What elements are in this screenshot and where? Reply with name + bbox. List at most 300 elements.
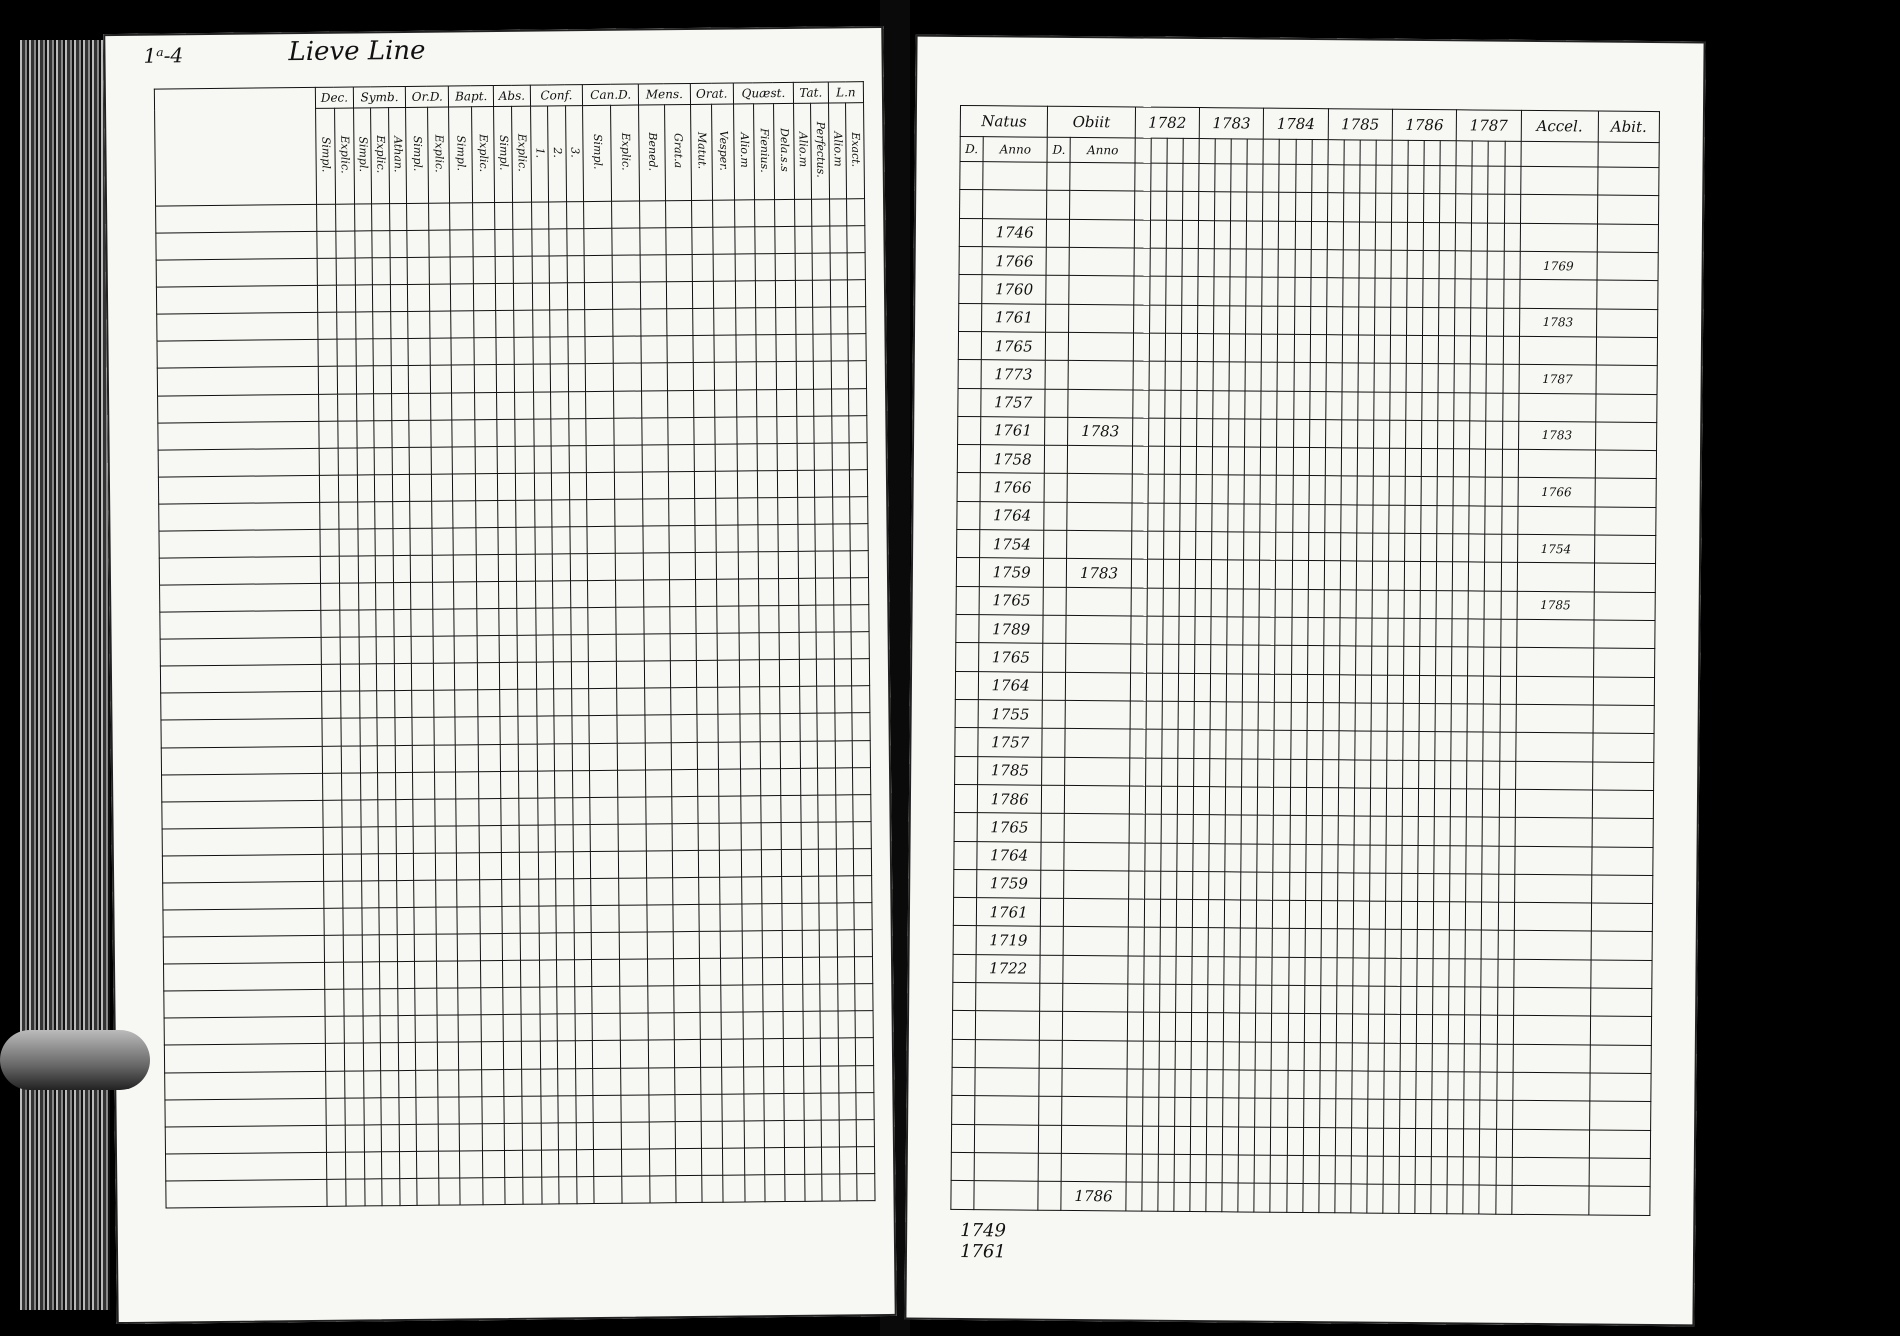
record-cell bbox=[1226, 702, 1242, 730]
record-cell bbox=[550, 283, 568, 310]
record-cell bbox=[1277, 419, 1293, 447]
record-cell bbox=[839, 1092, 857, 1119]
record-cell bbox=[1469, 534, 1485, 562]
record-cell bbox=[777, 443, 797, 470]
record-cell bbox=[1306, 787, 1322, 815]
column-sub-label: Explic. bbox=[515, 133, 529, 172]
record-cell bbox=[1193, 786, 1209, 814]
record-cell bbox=[538, 852, 556, 879]
record-cell bbox=[413, 772, 435, 799]
record-cell bbox=[477, 636, 500, 663]
record-cell bbox=[615, 472, 643, 499]
record-cell bbox=[513, 229, 532, 256]
record-cell bbox=[616, 634, 644, 661]
record-cell bbox=[1335, 1156, 1351, 1184]
record-cell bbox=[437, 988, 459, 1015]
date-sub-header bbox=[1151, 138, 1167, 163]
record-cell bbox=[673, 932, 699, 959]
record-cell bbox=[794, 199, 812, 226]
record-cell bbox=[1307, 618, 1323, 646]
record-cell bbox=[1403, 675, 1419, 703]
name-cell bbox=[157, 367, 318, 396]
record-cell bbox=[1406, 364, 1422, 392]
record-cell bbox=[1374, 363, 1390, 391]
record-cell bbox=[701, 1121, 723, 1148]
death-year-cell bbox=[1065, 729, 1130, 758]
record-cell bbox=[594, 1176, 622, 1203]
record-cell bbox=[1199, 192, 1215, 220]
record-cell bbox=[451, 311, 474, 338]
record-cell bbox=[1222, 1183, 1238, 1212]
record-cell bbox=[1450, 874, 1466, 902]
record-cell bbox=[588, 607, 616, 634]
record-cell bbox=[852, 686, 870, 713]
record-cell bbox=[1161, 843, 1177, 871]
birth-year-cell bbox=[975, 1068, 1040, 1097]
record-cell bbox=[339, 556, 358, 583]
record-cell bbox=[740, 741, 760, 768]
record-cell bbox=[779, 660, 799, 687]
record-cell bbox=[1126, 1126, 1142, 1154]
record-cell bbox=[1132, 418, 1148, 446]
record-cell bbox=[515, 365, 534, 392]
record-cell bbox=[1403, 760, 1419, 788]
record-cell bbox=[741, 795, 761, 822]
record-cell bbox=[667, 363, 693, 390]
record-cell bbox=[534, 419, 552, 446]
record-cell bbox=[319, 394, 338, 421]
record-cell bbox=[319, 448, 338, 475]
record-cell bbox=[407, 230, 429, 257]
record-cell bbox=[617, 743, 645, 770]
record-cell bbox=[326, 1098, 345, 1125]
record-cell bbox=[1464, 1129, 1480, 1157]
record-rows bbox=[951, 161, 1659, 1215]
record-cell bbox=[1481, 959, 1497, 987]
record-cell bbox=[650, 1121, 676, 1148]
record-cell bbox=[1273, 815, 1289, 843]
record-cell bbox=[1197, 418, 1213, 446]
record-cell bbox=[556, 933, 574, 960]
record-cell bbox=[1319, 1156, 1335, 1184]
record-cell bbox=[500, 744, 519, 771]
column-sub-header bbox=[773, 103, 794, 199]
record-cell bbox=[1042, 757, 1065, 786]
record-cell bbox=[1179, 616, 1195, 644]
record-cell bbox=[799, 632, 817, 659]
record-cell bbox=[813, 307, 831, 334]
record-cell bbox=[847, 253, 865, 280]
date-sub-header bbox=[1598, 142, 1659, 168]
record-cell bbox=[1420, 590, 1436, 618]
record-cell bbox=[1166, 277, 1182, 305]
record-cell bbox=[340, 637, 359, 664]
column-group-3: Bapt. bbox=[449, 86, 494, 107]
record-cell bbox=[744, 1120, 764, 1147]
record-cell bbox=[474, 392, 497, 419]
record-cell bbox=[1258, 730, 1274, 758]
record-cell bbox=[1481, 1015, 1497, 1043]
record-cell bbox=[459, 1042, 482, 1069]
record-cell bbox=[1245, 447, 1261, 475]
record-cell bbox=[1160, 899, 1176, 927]
record-cell bbox=[396, 826, 414, 853]
record-cell bbox=[1485, 478, 1501, 506]
death-year-cell bbox=[1065, 700, 1130, 729]
footer-years bbox=[960, 1220, 1006, 1262]
record-cell bbox=[1262, 334, 1278, 362]
record-cell bbox=[1418, 873, 1434, 901]
accel-year-cell: 1754 bbox=[1517, 534, 1595, 563]
record-cell bbox=[1142, 1126, 1158, 1154]
record-cell bbox=[569, 499, 587, 526]
record-cell bbox=[1337, 873, 1353, 901]
record-cell bbox=[669, 525, 695, 552]
record-cell bbox=[409, 393, 431, 420]
record-cell bbox=[1039, 1097, 1062, 1126]
record-cell bbox=[394, 637, 412, 664]
record-cell bbox=[1472, 223, 1488, 251]
record-cell bbox=[1038, 1181, 1061, 1210]
record-cell bbox=[559, 1177, 577, 1204]
record-cell bbox=[1190, 1126, 1206, 1154]
record-cell bbox=[498, 500, 517, 527]
record-cell bbox=[534, 473, 552, 500]
record-cell bbox=[457, 907, 480, 934]
record-cell bbox=[1375, 250, 1391, 278]
record-cell bbox=[646, 769, 672, 796]
record-cell bbox=[436, 934, 458, 961]
date-sub-header bbox=[1376, 140, 1392, 165]
record-cell bbox=[1483, 704, 1499, 732]
record-cell bbox=[570, 527, 588, 554]
record-cell bbox=[1439, 251, 1455, 279]
record-cell bbox=[319, 421, 338, 448]
record-cell bbox=[503, 1042, 522, 1069]
record-cell bbox=[1465, 1015, 1481, 1043]
record-cell bbox=[798, 524, 816, 551]
record-cell bbox=[857, 1173, 875, 1200]
record-cell bbox=[1244, 560, 1260, 588]
birth-year-cell: 1722 bbox=[976, 954, 1041, 983]
record-cell bbox=[1311, 165, 1327, 193]
record-cell bbox=[479, 798, 502, 825]
record-cell bbox=[413, 799, 435, 826]
record-cell bbox=[415, 988, 437, 1015]
record-cell bbox=[1276, 532, 1292, 560]
record-cell bbox=[373, 339, 391, 366]
record-cell bbox=[1293, 391, 1309, 419]
record-cell bbox=[819, 849, 837, 876]
record-cell bbox=[764, 1120, 784, 1147]
record-cell bbox=[501, 825, 520, 852]
record-cell bbox=[757, 416, 777, 443]
record-cell bbox=[1450, 817, 1466, 845]
record-cell bbox=[338, 394, 357, 421]
record-cell bbox=[848, 334, 866, 361]
record-cell bbox=[373, 285, 391, 312]
record-cell bbox=[742, 931, 762, 958]
record-cell bbox=[649, 1040, 675, 1067]
record-cell bbox=[358, 529, 376, 556]
record-cell bbox=[518, 635, 537, 662]
record-cell bbox=[415, 961, 437, 988]
record-cell bbox=[415, 1016, 437, 1043]
birth-year-cell bbox=[975, 1096, 1040, 1125]
record-cell bbox=[1309, 448, 1325, 476]
record-cell bbox=[833, 497, 851, 524]
record-cell bbox=[1195, 560, 1211, 588]
record-cell bbox=[1447, 1185, 1463, 1214]
record-cell bbox=[1276, 476, 1292, 504]
record-cell bbox=[568, 364, 586, 391]
record-cell bbox=[1210, 702, 1226, 730]
record-cell bbox=[855, 984, 873, 1011]
record-cell bbox=[641, 309, 667, 336]
record-cell bbox=[1239, 1098, 1255, 1126]
record-cell bbox=[1307, 702, 1323, 730]
table-row bbox=[951, 1181, 1650, 1216]
record-cell bbox=[1229, 390, 1245, 418]
record-cell bbox=[1432, 1072, 1448, 1100]
record-cell bbox=[408, 312, 430, 339]
record-cell bbox=[324, 935, 343, 962]
record-cell bbox=[321, 664, 340, 691]
record-cell bbox=[1324, 504, 1340, 532]
record-cell bbox=[454, 582, 477, 609]
record-cell bbox=[1339, 731, 1355, 759]
record-cell bbox=[1287, 1127, 1303, 1155]
record-cell bbox=[1417, 902, 1433, 930]
record-cell bbox=[321, 583, 340, 610]
record-cell bbox=[856, 1065, 874, 1092]
record-cell bbox=[1181, 390, 1197, 418]
record-cell bbox=[1228, 504, 1244, 532]
record-cell bbox=[1277, 391, 1293, 419]
record-cell bbox=[796, 362, 814, 389]
record-cell bbox=[1594, 592, 1655, 621]
record-cell bbox=[1387, 703, 1403, 731]
record-cell bbox=[1273, 900, 1289, 928]
record-cell bbox=[431, 420, 453, 447]
record-cell bbox=[1198, 277, 1214, 305]
record-cell bbox=[362, 881, 380, 908]
record-cell bbox=[1372, 561, 1388, 589]
date-sub-header bbox=[1231, 139, 1247, 164]
record-cell bbox=[1178, 673, 1194, 701]
record-cell bbox=[1341, 420, 1357, 448]
record-cell bbox=[776, 335, 796, 362]
record-cell bbox=[1229, 362, 1245, 390]
date-sub-header bbox=[1521, 141, 1599, 167]
record-cell bbox=[539, 933, 557, 960]
record-cell bbox=[1435, 732, 1451, 760]
record-cell bbox=[1241, 872, 1257, 900]
record-cell bbox=[615, 499, 643, 526]
record-cell bbox=[523, 1150, 542, 1177]
record-cell bbox=[740, 687, 760, 714]
record-cell bbox=[1160, 928, 1176, 956]
record-cell bbox=[552, 473, 570, 500]
record-cell bbox=[537, 743, 555, 770]
record-cell bbox=[1404, 590, 1420, 618]
record-cell bbox=[1372, 618, 1388, 646]
record-cell bbox=[833, 578, 851, 605]
column-sub-label: Perfectus. bbox=[813, 121, 828, 178]
record-cell bbox=[1295, 249, 1311, 277]
record-cell bbox=[1206, 1126, 1222, 1154]
record-cell bbox=[1320, 957, 1336, 985]
record-cell bbox=[475, 473, 498, 500]
record-cell bbox=[1271, 1070, 1287, 1098]
record-cell bbox=[1319, 1099, 1335, 1127]
record-cell bbox=[739, 660, 759, 687]
record-cell bbox=[391, 393, 409, 420]
record-cell bbox=[955, 728, 978, 757]
record-cell bbox=[1468, 619, 1484, 647]
record-cell bbox=[1386, 873, 1402, 901]
record-cell bbox=[393, 501, 411, 528]
record-cell bbox=[813, 334, 831, 361]
record-cell bbox=[818, 768, 836, 795]
record-cell bbox=[830, 280, 848, 307]
record-cell bbox=[758, 497, 778, 524]
record-cell bbox=[1496, 1157, 1512, 1185]
record-cell bbox=[955, 699, 978, 728]
record-cell bbox=[499, 581, 518, 608]
record-cell bbox=[1322, 788, 1338, 816]
record-cell bbox=[1440, 194, 1456, 222]
record-cell bbox=[1210, 730, 1226, 758]
record-cell bbox=[475, 419, 498, 446]
record-cell bbox=[558, 1095, 576, 1122]
record-cell bbox=[340, 664, 359, 691]
record-cell bbox=[451, 284, 474, 311]
record-cell bbox=[740, 714, 760, 741]
record-cell bbox=[430, 311, 452, 338]
record-cell bbox=[541, 1150, 559, 1177]
record-cell bbox=[477, 663, 500, 690]
record-cell bbox=[1190, 1154, 1206, 1182]
record-cell bbox=[696, 715, 718, 742]
death-year-cell bbox=[1066, 615, 1131, 644]
record-cell bbox=[395, 718, 413, 745]
record-cell bbox=[758, 552, 778, 579]
accel-year-cell bbox=[1518, 393, 1596, 422]
accel-year-cell bbox=[1516, 619, 1594, 648]
record-cell bbox=[1177, 843, 1193, 871]
record-cell bbox=[832, 415, 850, 442]
record-cell bbox=[336, 231, 355, 258]
record-cell bbox=[1042, 728, 1065, 757]
record-cell bbox=[784, 1066, 804, 1093]
record-cell bbox=[849, 415, 867, 442]
record-cell bbox=[1467, 732, 1483, 760]
record-cell bbox=[458, 988, 481, 1015]
record-cell bbox=[1163, 531, 1179, 559]
record-cell bbox=[1368, 986, 1384, 1014]
death-year-cell: 1783 bbox=[1067, 559, 1132, 588]
name-cell bbox=[158, 394, 319, 423]
record-cell bbox=[1147, 616, 1163, 644]
record-cell bbox=[801, 822, 819, 849]
accel-year-cell bbox=[1515, 733, 1593, 762]
record-cell bbox=[1174, 1154, 1190, 1182]
record-cell bbox=[474, 338, 497, 365]
record-cell bbox=[1472, 166, 1488, 194]
record-cell bbox=[516, 500, 535, 527]
record-cell bbox=[1399, 1185, 1415, 1214]
record-cell bbox=[517, 608, 536, 635]
record-cell bbox=[695, 606, 717, 633]
record-cell bbox=[1415, 1128, 1431, 1156]
record-cell bbox=[816, 578, 834, 605]
record-cell bbox=[830, 253, 848, 280]
record-cell bbox=[1357, 420, 1373, 448]
record-cell bbox=[575, 1014, 593, 1041]
record-cell bbox=[762, 958, 782, 985]
record-cell bbox=[1148, 503, 1164, 531]
record-cell bbox=[374, 366, 392, 393]
record-cell bbox=[1142, 1154, 1158, 1182]
record-cell bbox=[644, 634, 670, 661]
accel-year-cell bbox=[1516, 676, 1594, 705]
record-cell bbox=[1133, 361, 1149, 389]
record-cell bbox=[1367, 1184, 1383, 1213]
record-cell bbox=[453, 501, 476, 528]
record-cell bbox=[1158, 1154, 1174, 1182]
record-cell bbox=[435, 826, 457, 853]
record-cell bbox=[455, 690, 478, 717]
record-cell bbox=[647, 905, 673, 932]
column-sub-header bbox=[828, 103, 846, 199]
record-cell bbox=[1311, 221, 1327, 249]
record-cell bbox=[1436, 647, 1452, 675]
record-cell bbox=[1482, 930, 1498, 958]
record-cell bbox=[1470, 364, 1486, 392]
record-cell bbox=[1431, 1157, 1447, 1185]
record-cell bbox=[1150, 276, 1166, 304]
record-cell bbox=[718, 687, 740, 714]
record-cell bbox=[1199, 164, 1215, 192]
record-cell bbox=[1504, 251, 1520, 279]
record-cell bbox=[1129, 786, 1145, 814]
date-sub-header bbox=[1247, 139, 1263, 164]
record-cell bbox=[482, 1177, 505, 1204]
record-cell bbox=[411, 636, 433, 663]
record-cell bbox=[1128, 871, 1144, 899]
record-cell bbox=[1308, 561, 1324, 589]
record-cell bbox=[720, 850, 742, 877]
record-cell bbox=[399, 1151, 417, 1178]
record-cell bbox=[1434, 845, 1450, 873]
record-cell bbox=[818, 795, 836, 822]
record-cell bbox=[955, 671, 978, 700]
record-cell bbox=[717, 579, 739, 606]
record-cell bbox=[1288, 957, 1304, 985]
record-cell bbox=[1192, 928, 1208, 956]
record-cell bbox=[390, 258, 408, 285]
record-cell bbox=[1482, 902, 1498, 930]
record-cell bbox=[1597, 252, 1658, 281]
record-cell bbox=[1498, 902, 1514, 930]
record-cell bbox=[1043, 587, 1066, 616]
record-cell bbox=[1454, 364, 1470, 392]
record-cell bbox=[755, 281, 775, 308]
record-cell bbox=[558, 1041, 576, 1068]
record-cell bbox=[339, 583, 358, 610]
name-cell bbox=[163, 935, 324, 964]
